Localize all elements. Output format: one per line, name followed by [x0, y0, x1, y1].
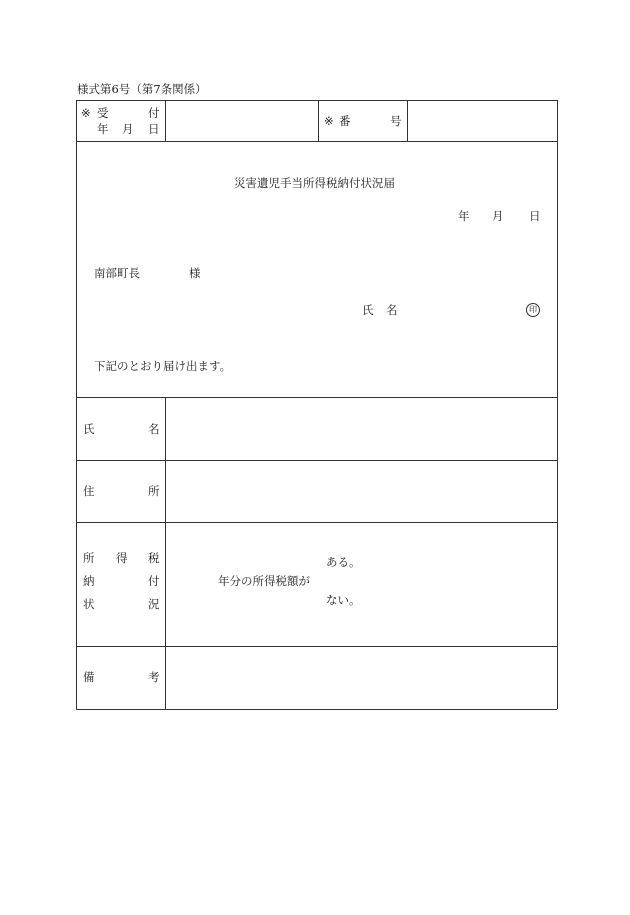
- number-mark: ※: [324, 114, 334, 128]
- tax-year-text: 年分の所得税額が: [218, 574, 310, 588]
- tax-row-label: 所: [83, 551, 95, 565]
- remarks-row-label: 考: [148, 670, 160, 684]
- applicant-name-label: 氏: [362, 303, 374, 317]
- table-rule: [318, 100, 319, 141]
- address-field[interactable]: [166, 461, 556, 521]
- tax-row-label: 得: [116, 551, 128, 565]
- name-row-label: 名: [148, 422, 160, 436]
- remarks-field[interactable]: [166, 647, 556, 708]
- addressee: 南部町長: [94, 266, 140, 280]
- name-field[interactable]: [166, 398, 556, 459]
- address-row-label: 所: [148, 484, 160, 498]
- name-row-label: 氏: [83, 422, 95, 436]
- reception-label: 受: [97, 106, 109, 120]
- remarks-row-label: 備: [83, 670, 95, 684]
- reception-label: 付: [148, 106, 160, 120]
- tax-row-label: 況: [148, 597, 160, 611]
- table-border-left: [76, 100, 77, 709]
- document-date-day: 日: [529, 209, 541, 223]
- tax-option-no[interactable]: ない。: [326, 593, 361, 607]
- form-number: 様式第6号（第7条関係）: [77, 82, 207, 96]
- applicant-name-label: 名: [386, 303, 398, 317]
- reception-day: 日: [148, 122, 160, 136]
- tax-row-label: 付: [148, 574, 160, 588]
- reception-date-field[interactable]: [166, 101, 317, 140]
- statement: 下記のとおり届け出ます。: [94, 359, 232, 373]
- seal-icon: 印: [526, 303, 540, 317]
- reception-mark: ※: [81, 106, 91, 120]
- reception-month: 月: [122, 122, 134, 136]
- document-title: 災害遺児手当所得税納付状況届: [234, 176, 395, 190]
- document-date-month: 月: [492, 209, 504, 223]
- table-rule: [76, 522, 557, 523]
- address-row-label: 住: [83, 484, 95, 498]
- honorific: 様: [189, 266, 201, 280]
- tax-option-yes[interactable]: ある。: [326, 555, 361, 569]
- number-label: 号: [390, 114, 402, 128]
- tax-row-label: 税: [148, 551, 160, 565]
- table-border-right: [557, 100, 558, 709]
- number-field[interactable]: [408, 101, 556, 140]
- number-label: 番: [339, 114, 351, 128]
- document-date-year: 年: [458, 209, 470, 223]
- tax-row-label: 状: [83, 597, 95, 611]
- reception-year: 年: [97, 122, 109, 136]
- table-border-bottom: [76, 709, 557, 710]
- tax-row-label: 納: [83, 574, 95, 588]
- table-rule: [76, 141, 557, 142]
